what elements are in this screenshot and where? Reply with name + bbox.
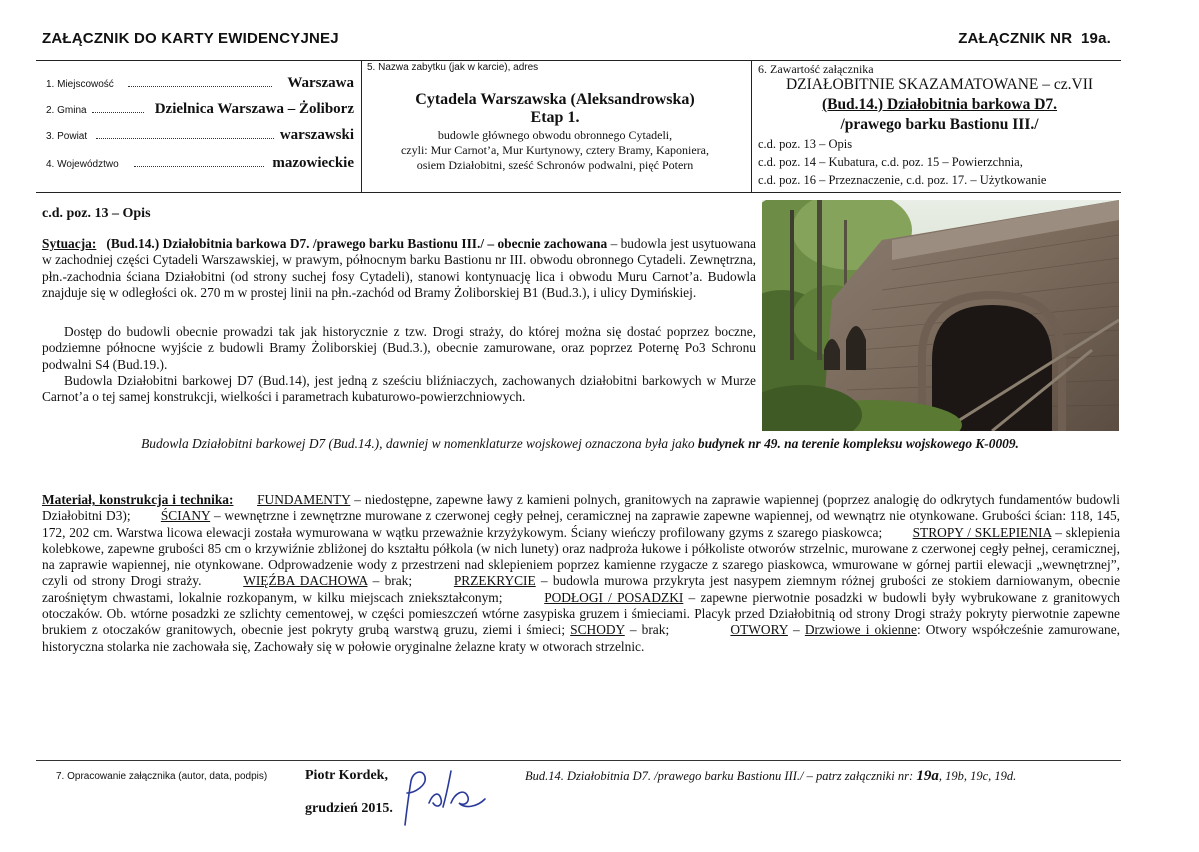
building-name: Działobitnia barkowa D7. [883,96,1058,113]
sciany-label: ŚCIANY [160,508,211,524]
preparation-date: grudzień 2015. [305,801,393,816]
contents-building [758,96,1121,114]
podlogi-label: PODŁOGI / POSADZKI [544,589,684,605]
location-label: 2. Gmina [46,105,87,116]
monument-stage: Etap 1. [530,109,580,126]
contents-label: 6. Zawartość załącznika [758,62,874,76]
situation-paragraph [42,236,756,301]
dotted-leader [128,86,272,87]
footer-rule [36,760,1121,761]
section-heading: c.d. poz. 13 – Opis [42,206,151,221]
location-row [46,72,354,92]
contents-item: c.d. poz. 14 – Kubatura, c.d. poz. 15 – Powierzchnia, [758,155,1023,169]
attachment-number-value: 19a. [1081,30,1111,47]
attachment-number-label: ZAŁĄCZNIK NR [958,30,1073,47]
photo-caption [40,436,1120,452]
location-row [46,152,354,172]
schody-label: SCHODY [570,622,625,638]
location-label: 4. Województwo [46,159,119,170]
column-divider [751,61,752,192]
photo-illustration [762,200,1119,431]
caption-text: Budowla Działobitni barkowej D7 (Bud.14.), dawniej w nomenklaturze wojskowej oznaczona była jako [141,436,695,451]
related-attachments-text: Bud.14. Działobitnia D7. /prawego barku Bastionu III./ – patrz załączniki nr: [525,769,914,783]
material-paragraph [42,492,1120,655]
signature [385,763,495,833]
dotted-leader [134,166,264,167]
twins-paragraph: Budowla Działobitni barkowej D7 (Bud.14), jest jedną z sześciu bliźniaczych, zachowanych działobitni barkowych w Murze Carnot’a o tej samej konstrukcji, wielkości i parametrach kubaturowo-powierzchniowych. [42,373,756,405]
contents-group: DZIAŁOBITNIE SKAZAMATOWANE – cz.VII [785,76,1094,93]
contents-item: c.d. poz. 16 – Przeznaczenie, c.d. poz. 17. – Użytkowanie [758,173,1047,187]
stropy-text: – sklepienia kolebkowe, zapewne grubości 85 cm o krzywiźnie zbliżonej do kształtu półkola (w nich lunety) oraz nadproża łukowe i półkoliste otworów strzelnic, murowane z czerwonej cegły pełnej, ceramicznej, na zaprawie wapiennej, nie otynkowane. Odprowadzenie wody z przestrzeni nad sklepieniem poprzez kamienne rzygacze z szarego piaskowca, wmurowane w górnej partii elewacji „wewnętrznej”, czyli od strony Drogi straży. [42,524,1121,589]
otwory-text: : Otwory współcześnie zamurowane, historyczna stolarka nie zachowała się, Zachowały się w połowie oryginalne żelazne kraty w otworach strzelnic. [42,622,1121,654]
other-attachments: , 19b, 19c, 19d. [938,769,1017,783]
monument-desc: osiem Działobitni, sześć Schronów podwalni, pięć Potern [416,158,694,172]
attachment-number [958,30,1111,47]
access-paragraph: Dostęp do budowli obecnie prowadzi tak jak historycznie z tzw. Drogi straży, do której można się dostać poprzez boczne, podziemne północne wyjście z budowli Bramy Żoliborskiej (Bud.3.), obecnie zamurowane, oraz poprzez Poternę Po3 Schronu podwalni S4 (Bud.19.). [42,324,756,372]
dotted-leader [92,112,144,113]
location-row [46,124,354,144]
stropy-label: STROPY / SKLEPIENIA [912,524,1052,540]
location-value: mazowieckie [272,155,354,171]
location-value: Warszawa [287,75,354,91]
wiezba-label: WIĘŹBA DACHOWA [243,573,368,589]
contents-bastion: /prawego barku Bastionu III./ [840,116,1039,133]
situation-label: Sytuacja: [42,236,97,251]
monument-desc: czyli: Mur Carnot’a, Mur Kurtynowy, cztery Bramy, Kaponiera, [400,143,709,157]
przekrycie-label: PRZEKRYCIE [453,573,536,589]
situation-text: – budowla jest usytuowana w zachodniej części Cytadeli Warszawskiej, w prawym, północnym barku Bastionu nr III. obwodu obronnego Cytadeli. Zewnętrzna, płn.-zachodnia ściana Działobitni (od strony suchej fosy Cytadeli), stanowi kontynuację lica i obwodu Muru Carnot’a. Budowla znajduje się w odległości ok. 270 m w prostej linii na płn.-zachód od Bramy Żoliborskiej B1 (Bud.3.), i ulicy Dymińskiej. [42,236,757,300]
contents-item: c.d. poz. 13 – Opis [758,137,853,151]
location-label: 3. Powiat [46,131,88,142]
monument-desc: budowle głównego obwodu obronnego Cytadeli, [437,128,673,142]
przekrycie-text: – budowla murowa przykryta jest nasypem ziemnym różnej grubości ze stokiem darniowanym, obecnie zarośniętym chwastami, lokalnie rozkopanym, w kilku miejscach zniekształconym; [42,573,1121,605]
author-name: Piotr Kordek, [305,768,388,783]
prepared-by-label: 7. Opracowanie załącznika (autor, data, podpis) [56,771,268,782]
schody-text: – brak; [624,622,670,638]
location-value: Dzielnica Warszawa – Żoliborz [154,101,354,117]
location-row [46,98,354,118]
casemate-photo [762,200,1119,431]
location-label: 1. Miejscowość [46,79,114,90]
situation-title: (Bud.14.) Działobitnia barkowa D7. /prawego barku Bastionu III./ – obecnie zachowana [106,236,608,251]
location-value: warszawski [279,127,354,143]
current-attachment: 19a [916,768,939,784]
related-attachments [525,768,1016,785]
document-title: ZAŁĄCZNIK DO KARTY EWIDENCYJNEJ [42,30,339,47]
sciany-text: – wewnętrzne i zewnętrzne murowane z czerwonej cegły pełnej, ceramicznej na zaprawie zapewne wapiennej, od wewnątrz nie otynkowane. Grubości ścian: 118, 145, 172, 202 cm. Warstwa licowa elewacji została wymurowana w wątku przeważnie krzyżykowym. Ściany wieńczy profilowany gzyms z szarego piaskowca; [42,508,1121,540]
caption-bold: budynek nr 49. na terenie kompleksu wojskowego K-0009. [697,436,1019,451]
dotted-leader [96,138,274,139]
monument-label: 5. Nazwa zabytku (jak w karcie), adres [367,62,539,73]
podlogi-text: – zapewne pierwotnie posadzki w budowli były wybrukowane z granitowych otoczaków. Ob. wtórne posadzki ze szlichty cementowej, w części pomieszczeń wtórne zasypiska gruzem i śmieciami. Placyk przed Działobitnią od strony Drogi straży pokryty pierwotnie zapewne brukiem z otoczaków granitowych, obecnie jest pokryty grubą warstwą gruzu, ziemi i śmieci; [42,589,1120,638]
fundamenty-label: FUNDAMENTY [257,492,351,507]
wiezba-text: – brak; [367,573,413,589]
otwory-sublabel: Drzwiowe i okienne [804,622,917,638]
building-code: (Bud.14.) [821,96,884,113]
monument-name: Cytadela Warszawska (Aleksandrowska) [415,91,695,108]
material-label: Materiał, konstrukcja i technika: [42,492,234,507]
fundamenty-text: – niedostępne, zapewne ławy z kamieni polnych, granitowych na zaprawie wapiennej (poprzez analogię do odkrytych fundamentów budowli Działobitni D3); [42,492,1120,524]
otwory-label: OTWORY [730,622,788,638]
otwory-separator: – [787,622,805,638]
